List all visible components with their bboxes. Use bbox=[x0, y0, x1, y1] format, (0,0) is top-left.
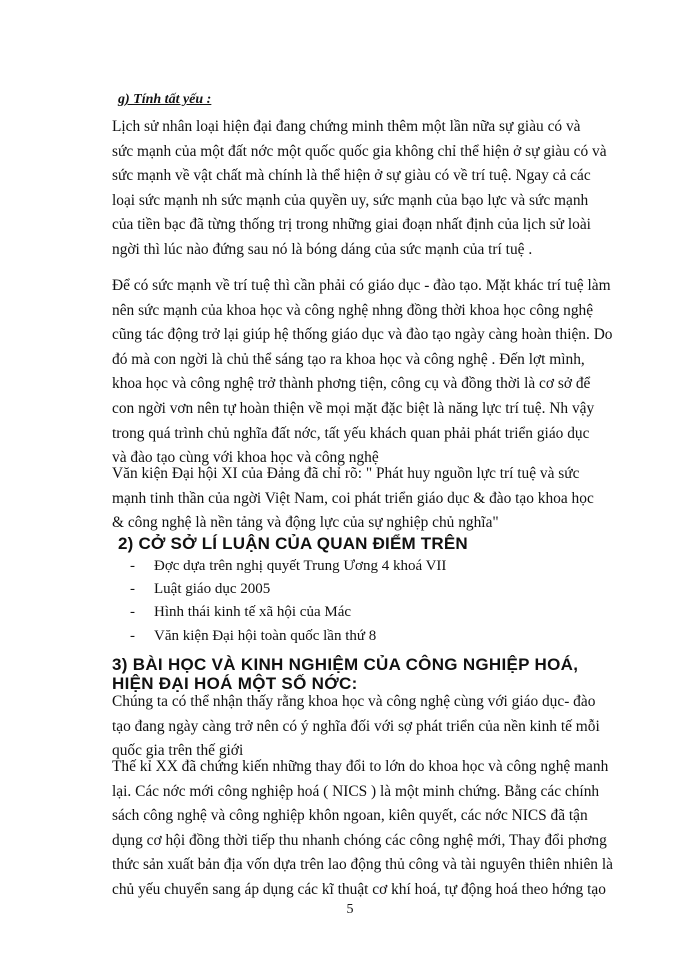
text-line: quốc gia trên thế giới bbox=[112, 742, 244, 760]
list-item-text: Văn kiện Đại hội toàn quốc lần thứ 8 bbox=[154, 627, 377, 644]
text-line: ngời thì lúc nào đứng sau nó là bóng dáng của sức mạnh của trí tuệ . bbox=[112, 240, 533, 258]
text-line: chủ yếu chuyển sang áp dụng các kĩ thuật cơ khí hoá, tự động hoá theo hớng tạo bbox=[112, 880, 606, 898]
section-3-heading-line2: HIỆN ĐẠI HOÁ MỘT SỐ NỚC: bbox=[112, 674, 358, 693]
text-line: tạo đang ngày càng trở nên có ý nghĩa đối với sợ phát triển của nền kinh tế mỗi bbox=[112, 717, 600, 735]
text-line: trong quá trình chủ nghĩa đất nớc, tất yếu khách quan phải phát triển giáo dục bbox=[112, 424, 590, 442]
list-item-text: Hình thái kinh tế xã hội của Mác bbox=[154, 604, 352, 621]
paragraph-3 bbox=[112, 462, 672, 536]
text-line: cũng tác động trở lại giúp hệ thống giáo dục và đào tạo ngày càng hoàn thiện. Do bbox=[112, 326, 613, 344]
text-line: sách công nghệ và công nghiệp khôn ngoan, kiên quyết, các nớc NICS đã tận bbox=[112, 807, 588, 825]
list-item bbox=[130, 601, 446, 624]
text-line: thức sản xuất bản địa vốn dựa trên lao động thủ công và tài nguyên thiên nhiên là bbox=[112, 856, 613, 874]
text-line: mạnh tinh thần của ngời Việt Nam, coi phát triển giáo dục & đào tạo khoa học bbox=[112, 489, 594, 507]
text-line: sức mạnh về vật chất mà chính là thể hiện ở sự giàu có về trí tuệ. Ngay cả các bbox=[112, 167, 591, 185]
list-item-text: Luật giáo dục 2005 bbox=[154, 581, 271, 598]
section-3-heading-line1: 3) BÀI HỌC VÀ KINH NGHIỆM CỦA CÔNG NGHIỆP HOÁ, bbox=[112, 655, 579, 674]
text-line: khoa học và công nghệ trở thành phơng tiện, công cụ và đồng thời là cơ sở để bbox=[112, 375, 591, 393]
text-line: loại sức mạnh nh sức mạnh của quyền uy, sức mạnh của bạo lực và sức mạnh bbox=[112, 191, 589, 209]
list-item-text: Đợc dựa trên nghị quyết Trung Ương 4 khoá VII bbox=[154, 558, 447, 574]
text-line: của tiền bạc đã từng thống trị trong những giai đoạn nhất định của lịch sử loài bbox=[112, 216, 591, 234]
section-2-heading: 2) CỞ SỞ LÍ LUẬN CỦA QUAN ĐIỂM TRÊN bbox=[118, 534, 468, 553]
section-3-paragraph-2 bbox=[112, 755, 672, 903]
text-line: dụng cơ hội đồng thời tiếp thu nhanh chóng các công nghệ mới, Thay đổi phơng bbox=[112, 831, 607, 849]
section-g-heading: g) Tính tất yếu : bbox=[118, 92, 212, 107]
text-line: Văn kiện Đại hội XI của Đảng đã chỉ rõ: " Phát huy nguồn lực trí tuệ và sức bbox=[112, 465, 580, 482]
text-line: lại. Các nớc mới công nghiệp hoá ( NICS ) là một minh chứng. Bằng các chính bbox=[112, 782, 600, 800]
list-item bbox=[130, 578, 446, 601]
text-line: & công nghệ là nền tảng và động lực của sự nghiệp chủ nghĩa" bbox=[112, 514, 499, 532]
bullet-dash: - bbox=[130, 581, 135, 598]
text-line: Lịch sử nhân loại hiện đại đang chứng minh thêm một lần nữa sự giàu có và bbox=[112, 118, 581, 135]
bullet-dash: - bbox=[130, 604, 135, 621]
section-2-list bbox=[130, 555, 446, 648]
text-line: đó mà con ngời là chủ thể sáng tạo ra khoa học và công nghệ . Đến lợt mình, bbox=[112, 350, 585, 368]
text-line: nên sức mạnh của khoa học và công nghệ nhng đồng thời khoa học công nghệ bbox=[112, 301, 594, 319]
text-line: con ngời vơn nên tự hoàn thiện về mọi mặt đặc biệt là năng lực trí tuệ. Nh vậy bbox=[112, 399, 595, 417]
bullet-dash: - bbox=[130, 627, 135, 644]
text-line: Chúng ta có thể nhận thấy rằng khoa học và công nghệ cùng với giáo dục- đào bbox=[112, 693, 596, 710]
page-number: 5 bbox=[346, 902, 354, 917]
text-line: Để có sức mạnh về trí tuệ thì cần phải có giáo dục - đào tạo. Mặt khác trí tuệ làm bbox=[112, 277, 611, 294]
text-line: Thế kỉ XX đã chứng kiến những thay đổi to lớn do khoa học và công nghệ manh bbox=[112, 758, 609, 775]
section-g-paragraph bbox=[112, 115, 672, 263]
paragraph-2 bbox=[112, 274, 672, 471]
list-item bbox=[130, 555, 446, 578]
section-3-heading bbox=[112, 655, 578, 693]
text-line: sức mạnh của một đất nớc một quốc quốc gia không chỉ thể hiện ở sự giàu có và bbox=[112, 142, 607, 160]
list-item bbox=[130, 625, 446, 648]
bullet-dash: - bbox=[130, 558, 135, 574]
text-line: và đào tạo cùng với khoa học và công nghệ bbox=[112, 449, 379, 467]
section-3-paragraph-1 bbox=[112, 690, 672, 764]
